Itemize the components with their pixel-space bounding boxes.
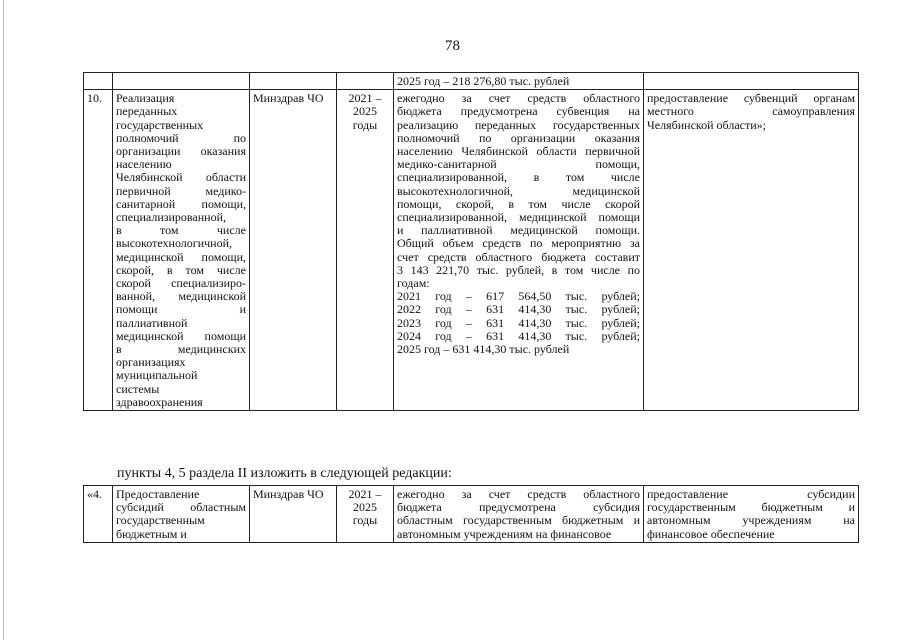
text-line: специализированной, в том числе bbox=[397, 170, 640, 185]
text-line: Челябинской области»; bbox=[647, 117, 766, 132]
measures-table-bottom bbox=[83, 485, 859, 543]
text-line: в том числе bbox=[116, 223, 246, 238]
row-10-description bbox=[394, 90, 644, 411]
text-line: ежегодно за счет средств областного bbox=[397, 91, 640, 106]
text-line: муниципальной bbox=[116, 368, 198, 383]
text-line: 2025 bbox=[353, 104, 377, 119]
row-10-years bbox=[337, 90, 394, 411]
text-line: годам: bbox=[397, 276, 430, 291]
text-line: 2022 год – 631 414,30 тыс. рублей; bbox=[397, 302, 640, 317]
row-10-number: 10. bbox=[84, 90, 113, 411]
row-10-note-lines bbox=[647, 92, 855, 132]
text-line: ежегодно за счет средств областного bbox=[397, 487, 640, 501]
text-line: 2023 год – 631 414,30 тыс. рублей; bbox=[397, 315, 640, 330]
text-line: бюджета предусмотрена субсидия bbox=[397, 500, 640, 515]
scan-edge-line bbox=[3, 0, 4, 640]
text-line: областным государственным бюджетным и bbox=[397, 513, 640, 528]
text-line: государственных bbox=[116, 117, 204, 132]
text-line: 2021 – bbox=[348, 91, 382, 106]
text-line: высокотехнологичной, медицинской bbox=[397, 183, 640, 198]
text-line: 3 143 221,70 тыс. рублей, в том числе по bbox=[397, 262, 640, 277]
text-line: Общий объем средств по мероприятию за bbox=[397, 236, 640, 251]
row-4-years-lines bbox=[340, 488, 390, 528]
text-line: в медицинских bbox=[116, 342, 246, 357]
row-4-name bbox=[113, 486, 250, 543]
table-row-continuation bbox=[84, 73, 859, 90]
row-10-years-lines bbox=[340, 92, 390, 132]
text-line: государственным bbox=[116, 513, 205, 528]
text-line: реализацию переданных государственных bbox=[397, 117, 640, 132]
text-line: населению Челябинской области первичной bbox=[397, 144, 640, 159]
text-line: помощи и bbox=[116, 302, 246, 317]
cell-note bbox=[644, 73, 859, 90]
row-10-note bbox=[644, 90, 859, 411]
row-10-description-lines bbox=[397, 92, 640, 356]
text-line: автономным учреждениям на bbox=[647, 513, 855, 528]
text-line: медико-санитарной помощи, bbox=[397, 157, 640, 172]
text-line: населению bbox=[116, 157, 172, 172]
text-line: 2021 – bbox=[348, 487, 382, 501]
row-10-name-lines bbox=[116, 92, 246, 409]
text-line: скорой, в том числе bbox=[116, 262, 246, 277]
cell-num bbox=[84, 73, 113, 90]
text-line: организации оказания bbox=[116, 144, 246, 159]
table-row-10 bbox=[84, 90, 859, 411]
text-line: бюджета предусмотрена субвенция на bbox=[397, 104, 640, 119]
text-line: организациях bbox=[116, 355, 186, 370]
text-line: медицинской помощи, bbox=[116, 249, 246, 264]
text-line: Предоставление bbox=[116, 487, 200, 501]
cell-name bbox=[113, 73, 250, 90]
text-line: 2025 год – 631 414,30 тыс. рублей bbox=[397, 342, 570, 357]
text-line: бюджетным и bbox=[116, 526, 187, 541]
table-row-4 bbox=[84, 486, 859, 543]
text-line: паллиативной bbox=[116, 315, 188, 330]
text-line: системы bbox=[116, 381, 160, 396]
text-line: субсидий областным bbox=[116, 500, 246, 515]
text-line: счет средств областного бюджета составит bbox=[397, 249, 640, 264]
row-4-name-lines bbox=[116, 488, 246, 541]
text-line: 2021 год – 617 564,50 тыс. рублей; bbox=[397, 289, 640, 304]
text-line: специализированной, bbox=[116, 210, 227, 225]
text-line: Челябинской области bbox=[116, 170, 246, 185]
text-line: медицинской помощи bbox=[116, 328, 246, 343]
row-4-description bbox=[394, 486, 644, 543]
row-4-note bbox=[644, 486, 859, 543]
measures-table-top bbox=[83, 72, 859, 411]
text-line: полномочий по bbox=[116, 130, 246, 145]
text-line: специализированной, медицинской помощи bbox=[397, 210, 640, 225]
text-line: высокотехнологичной, bbox=[116, 236, 233, 251]
text-line: годы bbox=[352, 117, 378, 132]
row-4-years bbox=[337, 486, 394, 543]
text-line: автономным учреждениям на финансовое bbox=[397, 526, 612, 541]
text-line: финансовое обеспечение bbox=[647, 526, 775, 541]
text-line: санитарной помощи, bbox=[116, 196, 246, 211]
row-4-number: «4. bbox=[84, 486, 113, 543]
text-line: годы bbox=[352, 513, 378, 528]
text-line: предоставление субвенций органам bbox=[647, 91, 855, 106]
cell-years bbox=[337, 73, 394, 90]
text-line: 2025 bbox=[353, 500, 377, 515]
text-line: предоставление субсидии bbox=[647, 487, 855, 501]
text-line: скорой специализиро- bbox=[116, 276, 246, 291]
text-line: Реализация bbox=[116, 91, 175, 106]
row-10-executor: Минздрав ЧО bbox=[250, 90, 337, 411]
row-4-note-lines bbox=[647, 488, 855, 541]
cell-description: 2025 год – 218 276,80 тыс. рублей bbox=[394, 73, 644, 90]
text-line: государственным бюджетным и bbox=[647, 500, 855, 515]
text-line: переданных bbox=[116, 104, 178, 119]
text-line: помощи, скорой, в том числе скорой bbox=[397, 196, 640, 211]
page-number: 78 bbox=[445, 38, 460, 54]
text-line: 2024 год – 631 414,30 тыс. рублей; bbox=[397, 328, 640, 343]
text-line: местного самоуправления bbox=[647, 104, 855, 119]
text-line: полномочий по организации оказания bbox=[397, 130, 640, 145]
text-line: здравоохранения bbox=[116, 394, 203, 409]
row-4-description-lines bbox=[397, 488, 640, 541]
row-4-executor: Минздрав ЧО bbox=[250, 486, 337, 543]
text-line: ванной, медицинской bbox=[116, 289, 246, 304]
amendment-instruction: пункты 4, 5 раздела II изложить в следующей редакции: bbox=[117, 466, 452, 481]
text-line: и паллиативной медицинской помощи. bbox=[397, 223, 640, 238]
text-line: первичной медико- bbox=[116, 183, 246, 198]
cell-executor bbox=[250, 73, 337, 90]
row-10-name bbox=[113, 90, 250, 411]
